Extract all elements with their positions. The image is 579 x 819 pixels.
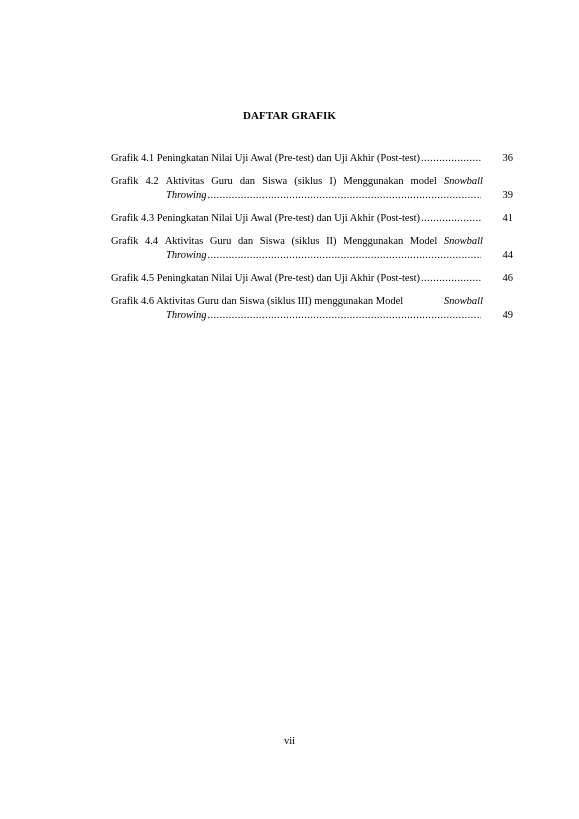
entry-title-word: Snowball [443, 176, 483, 187]
entry-title-word: Model [409, 236, 438, 247]
list-item[interactable] [111, 175, 513, 203]
list-item[interactable] [111, 235, 513, 263]
dot-leader [207, 249, 481, 263]
entry-title-word: Siswa [259, 236, 285, 247]
figure-list [111, 152, 513, 332]
list-item[interactable] [111, 152, 513, 166]
entry-title-word: Guru [211, 176, 233, 187]
entry-title-word: Siswa [262, 176, 288, 187]
entry-title-word: (siklus [294, 176, 323, 187]
entry-title-word: Snowball [443, 236, 483, 247]
entry-page-number: 41 [502, 213, 513, 224]
entry-title-continuation: Throwing [166, 250, 207, 261]
entry-title-word: Aktivitas [164, 236, 204, 247]
entry-title-continuation: Throwing [166, 190, 207, 201]
entry-title-word: Grafik [111, 236, 139, 247]
dot-leader [421, 272, 481, 286]
dot-leader [207, 309, 481, 323]
entry-page-number: 39 [502, 190, 513, 201]
entry-title-word: Menggunakan [343, 236, 404, 247]
entry-title-word: Snowball [443, 296, 483, 307]
dot-leader [207, 189, 481, 203]
entry-title: Grafik 4.3 Peningkatan Nilai Uji Awal (Pre-test) dan Uji Akhir (Post-test) [111, 213, 421, 224]
entry-title-word: Aktivitas [165, 176, 205, 187]
entry-title-continuation: Throwing [166, 310, 207, 321]
entry-title: Grafik 4.1 Peningkatan Nilai Uji Awal (Pre-test) dan Uji Akhir (Post-test) [111, 153, 421, 164]
entry-title-word: I) [329, 176, 337, 187]
entry-title-word: Grafik [111, 176, 139, 187]
list-item[interactable] [111, 295, 513, 323]
entry-page-number: 49 [502, 310, 513, 321]
entry-page-number: 36 [502, 153, 513, 164]
entry-title-word: II) [326, 236, 337, 247]
entry-title-word: (siklus [291, 236, 320, 247]
entry-title: Grafik 4.5 Peningkatan Nilai Uji Awal (Pre-test) dan Uji Akhir (Post-test) [111, 273, 421, 284]
entry-title-word: dan [238, 236, 254, 247]
page-number-footer: vii [283, 736, 296, 747]
entry-page-number: 46 [502, 273, 513, 284]
list-item[interactable] [111, 272, 513, 286]
entry-title-word: Guru [209, 236, 232, 247]
entry-title-word: 4.4 [145, 236, 159, 247]
entry-title-word: Menggunakan [343, 176, 404, 187]
dot-leader [421, 152, 481, 166]
entry-title-word: dan [239, 176, 256, 187]
entry-page-number: 44 [502, 250, 513, 261]
entry-title-word: 4.2 [145, 176, 159, 187]
page-title: DAFTAR GRAFIK [242, 110, 337, 122]
list-item[interactable] [111, 212, 513, 226]
dot-leader [421, 212, 481, 226]
entry-title-word: model [410, 176, 437, 187]
entry-title-word: Grafik 4.6 Aktivitas Guru dan Siswa (siklus III) menggunakan Model [111, 296, 404, 307]
